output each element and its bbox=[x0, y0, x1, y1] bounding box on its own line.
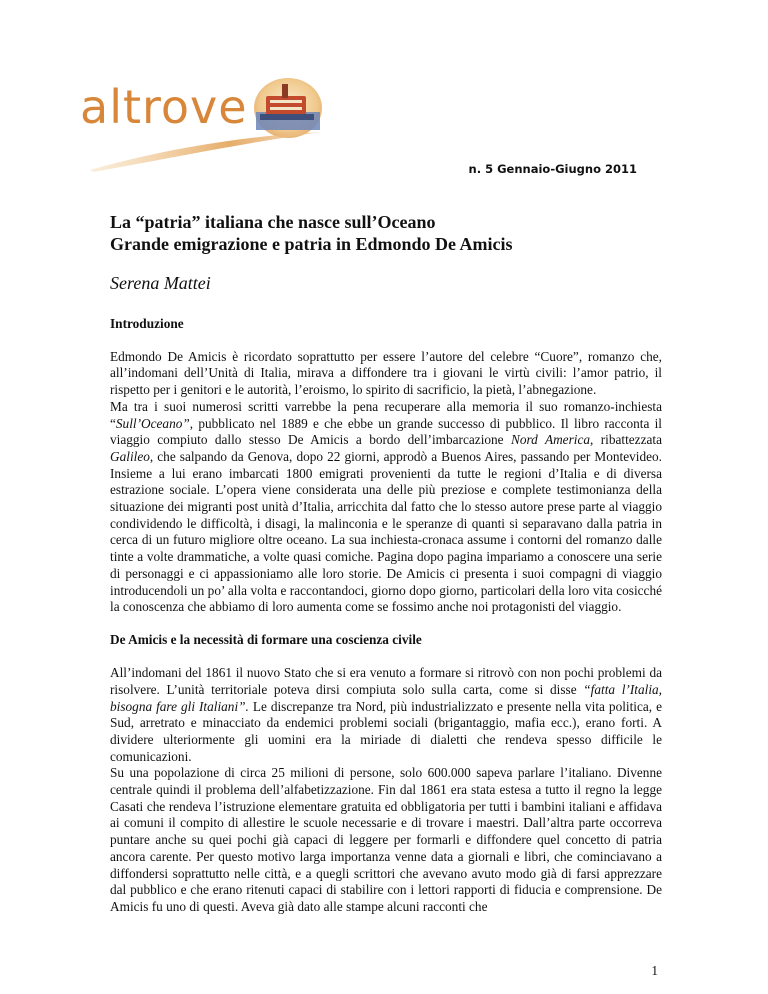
title-line-1: La “patria” italiana che nasce sull’Oceano bbox=[110, 212, 436, 232]
title-line-2: Grande emigrazione e patria in Edmondo De Amicis bbox=[110, 234, 513, 254]
issue-info: n. 5 Gennaio-Giugno 2011 bbox=[468, 162, 637, 176]
author-name: Serena Mattei bbox=[110, 273, 211, 293]
page-number: 1 bbox=[651, 963, 658, 978]
logo-wordmark: altrove bbox=[80, 80, 248, 134]
section-heading: De Amicis e la necessità di formare una coscienza civile bbox=[110, 632, 422, 648]
article-body bbox=[110, 316, 662, 932]
paragraph: Ma tra i suoi numerosi scritti varrebbe la pena recuperare alla memoria il suo romanzo-inchiesta “Sull’Oceano”, pubblicato nel 1889 e che ebbe un grande successo di pubblico. Il libro racconta il viaggio compiuto dallo stesso De Amicis a bordo dell’imbarcazione Nord America, ribattezzata Galileo, che salpando da Genova, dopo 22 giorni, approdò a Buenos Aires, passando per Montevideo. Insieme a lui erano imbarcati 1800 emigrati provenienti da tutte le regioni d’Italia e di diversa estrazione sociale. L’opera viene considerata una delle più preziose e complete testimonianza della situazione dei migranti post unità d’Italia, arricchita dal fatto che lo stesso autore prese parte al viaggio condividendo le difficoltà, i disagi, la malinconia e le speranze di quanti si separavano dalla patria in cerca di un futuro migliore oltre oceano. La sua inchiesta-cronaca assume i contorni del romanzo dalle tinte a volte drammatiche, a volte quasi comiche. Pagina dopo pagina impariamo a conoscere una serie di personaggi e ci appassioniamo alle loro storie. De Amicis ci presenta i suoi compagni di viaggio introducendoli un po’ alla volta e raccontandoci, giorno dopo giorno, particolari della loro vita cosicché la conoscenza che abbiamo di loro aumenta come se fossimo anche noi protagonisti del viaggio. bbox=[110, 398, 662, 615]
paragraph: Edmondo De Amicis è ricordato soprattutto per essere l’autore del celebre “Cuore”, romanzo che, all’indomani dell’Unità di Italia, mirava a diffondere tra i giovani le virtù civili: l’amor patrio, il rispetto per i genitori e le autorità, l’eroismo, lo spirito di sacrificio, la pietà, l’abnegazione. bbox=[110, 348, 662, 398]
article-title bbox=[110, 211, 670, 255]
section-coscienza-civile bbox=[110, 632, 662, 915]
paragraph: Su una popolazione di circa 25 milioni di persone, solo 600.000 sapeva parlare l’italiano. Divenne centrale quindi il problema dell’alfabetizzazione. Fin dal 1861 era stata estesa a tutto il regno la legge Casati che rendeva l’istruzione elementare gratuita ed obbligatoria per tutti i bambini italiani e affidava ai comuni il compito di allestire le scuole necessarie e di trovare i maestri. Dall’altra parte occorreva puntare anche su quei pochi già capaci di leggere per formarli e diffondere quel concetto di patria ancora carente. Per questo motivo larga importanza venne data a giornali e libri, che cominciavano a diffondersi soprattutto nelle città, e a quegli scrittori che avevano avuto modo già di farsi apprezzare dal pubblico e che erano ritenuti capaci di stabilire con i lettori rapporti di fiducia e comprensione. De Amicis fu uno di questi. Aveva già dato alle stampe alcuni racconti che bbox=[110, 765, 662, 914]
section-heading: Introduzione bbox=[110, 316, 184, 331]
section-introduzione bbox=[110, 316, 662, 616]
paragraph: All’indomani del 1861 il nuovo Stato che si era venuto a formare si ritrovò con non pochi problemi da risolvere. L’unità territoriale poteva dirsi compiuta solo sulla carta, come si disse “fatta l’Italia, bisogna fare gli Italiani”. Le discrepanze tra Nord, più industrializzato e presente nella vita politica, e Sud, arretrato e minacciato da endemici problemi sociali (brigantaggio, mafia ecc.), erano forti. A dividere ulteriormente gli uomini era la miriade di dialetti che rendeva spesso difficile le comunicazioni. bbox=[110, 665, 662, 764]
altrove-logo bbox=[70, 62, 330, 174]
